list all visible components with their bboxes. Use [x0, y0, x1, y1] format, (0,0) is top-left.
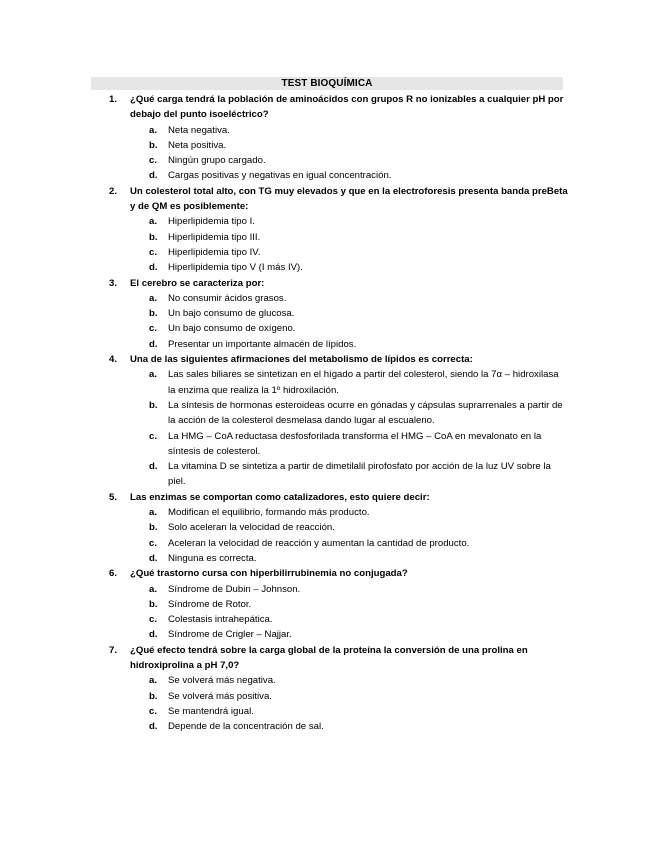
- question-number: 1.: [109, 94, 118, 105]
- option-text: Hiperlipidemia tipo IV.: [168, 246, 261, 258]
- question-text: Una de las siguientes afirmaciones del metabolismo de lípidos es correcta:: [130, 354, 473, 366]
- option-c: [109, 245, 569, 260]
- option-text: La síntesis de hormonas esteroideas ocurre en gónadas y cápsulas suprarrenales a partir de la acción de la colesterol desmelasa dando lugar al escualeno.: [168, 399, 563, 427]
- question-5: [109, 490, 569, 566]
- option-b: [109, 138, 569, 153]
- option-letter: c.: [149, 537, 158, 549]
- option-letter: a.: [149, 583, 158, 595]
- question-text: ¿Qué efecto tendrá sobre la carga global de la proteína la conversión de una prolina en hidroxiprolina a pH 7,0?: [130, 644, 528, 671]
- option-d: [109, 337, 569, 352]
- document-title: TEST BIOQUÍMICA: [91, 77, 563, 90]
- question-stem: [109, 184, 569, 215]
- option-text: Un bajo consumo de oxígeno.: [168, 323, 296, 335]
- option-letter: a.: [149, 216, 158, 228]
- option-letter: a.: [149, 292, 158, 304]
- option-list: [109, 291, 569, 352]
- option-letter: d.: [149, 170, 158, 182]
- question-stem: [109, 352, 569, 367]
- option-b: [109, 689, 569, 704]
- question-list: [109, 92, 569, 734]
- option-text: Un bajo consumo de glucosa.: [168, 308, 295, 320]
- option-letter: d.: [149, 338, 158, 350]
- option-letter: b.: [149, 399, 158, 411]
- option-b: [109, 306, 569, 321]
- question-7: [109, 643, 569, 735]
- option-a: [109, 367, 569, 398]
- option-c: [109, 704, 569, 719]
- option-text: Hiperlipidemia tipo III.: [168, 231, 261, 243]
- option-letter: c.: [149, 246, 158, 258]
- option-list: [109, 582, 569, 643]
- option-letter: d.: [149, 629, 158, 641]
- option-b: [109, 398, 569, 429]
- option-text: Se volverá más positiva.: [168, 690, 272, 702]
- option-text: Hiperlipidemia tipo I.: [168, 216, 255, 228]
- option-letter: d.: [149, 721, 158, 733]
- question-number: 7.: [109, 644, 118, 656]
- question-stem: [109, 276, 569, 291]
- question-2: [109, 184, 569, 276]
- option-letter: c.: [149, 430, 158, 442]
- option-text: Síndrome de Rotor.: [168, 598, 252, 610]
- question-stem: [109, 643, 569, 674]
- option-text: Se mantendrá igual.: [168, 705, 254, 717]
- question-number: 2.: [109, 185, 118, 197]
- option-text: No consumir ácidos grasos.: [168, 292, 287, 304]
- option-letter: a.: [149, 369, 158, 381]
- option-text: La vitamina D se sintetiza a partir de dimetilalil pirofosfato por acción de la luz UV sobre la piel.: [168, 461, 551, 488]
- option-text: Neta negativa.: [168, 124, 230, 136]
- option-text: Depende de la concentración de sal.: [168, 721, 324, 733]
- option-text: La HMG – CoA reductasa desfosforilada transforma el HMG – CoA en mevalonato en la síntesis de colesterol.: [168, 430, 542, 457]
- option-text: Ningún grupo cargado.: [168, 155, 266, 167]
- question-stem: [109, 92, 569, 123]
- question-text: Un colesterol total alto, con TG muy elevados y que en la electroforesis presenta banda preBeta y de QM es posiblemente:: [130, 185, 568, 213]
- question-3: [109, 276, 569, 352]
- option-d: [109, 627, 569, 642]
- option-letter: b.: [149, 598, 158, 610]
- option-list: [109, 214, 569, 275]
- question-6: [109, 566, 569, 642]
- question-1: [109, 92, 569, 184]
- question-number: 6.: [109, 568, 118, 580]
- option-letter: a.: [149, 507, 158, 519]
- option-d: [109, 551, 569, 566]
- option-text: Presentar un importante almacén de lípidos.: [168, 338, 357, 350]
- question-number: 5.: [109, 491, 118, 503]
- option-letter: b.: [149, 690, 158, 702]
- option-c: [109, 536, 569, 551]
- option-b: [109, 597, 569, 612]
- option-b: [109, 230, 569, 245]
- option-a: [109, 582, 569, 597]
- question-text: El cerebro se caracteriza por:: [130, 277, 265, 289]
- option-letter: c.: [149, 155, 158, 167]
- option-d: [109, 168, 569, 183]
- option-letter: c.: [149, 705, 158, 717]
- option-list: [109, 123, 569, 184]
- option-a: [109, 291, 569, 306]
- question-number: 4.: [109, 354, 118, 366]
- option-list: [109, 673, 569, 734]
- option-text: Las sales biliares se sintetizan en el hígado a partir del colesterol, siendo la 7α – hidroxilasa la enzima que realiza la 1º hidroxilación.: [168, 369, 559, 396]
- option-d: [109, 260, 569, 275]
- option-d: [109, 719, 569, 734]
- question-text: Las enzimas se comportan como catalizadores, esto quiere decir:: [130, 491, 430, 503]
- option-text: Hiperlipidemia tipo V (I más IV).: [168, 262, 303, 274]
- option-letter: d.: [149, 552, 158, 564]
- option-letter: b.: [149, 139, 158, 151]
- option-text: Ninguna es correcta.: [168, 552, 257, 564]
- option-a: [109, 214, 569, 229]
- option-list: [109, 505, 569, 566]
- option-letter: b.: [149, 522, 158, 534]
- option-letter: b.: [149, 231, 158, 243]
- option-text: Aceleran la velocidad de reacción y aumentan la cantidad de producto.: [168, 537, 470, 549]
- option-letter: c.: [149, 323, 158, 335]
- option-text: Cargas positivas y negativas en igual concentración.: [168, 170, 392, 182]
- option-d: [109, 459, 569, 490]
- option-a: [109, 123, 569, 138]
- option-text: Se volverá más negativa.: [168, 675, 276, 687]
- option-text: Síndrome de Crigler – Najjar.: [168, 629, 292, 641]
- option-text: Neta positiva.: [168, 139, 227, 151]
- option-list: [109, 367, 569, 489]
- option-a: [109, 505, 569, 520]
- option-letter: c.: [149, 614, 158, 626]
- option-c: [109, 429, 569, 460]
- question-stem: [109, 490, 569, 505]
- option-letter: a.: [149, 124, 158, 136]
- option-b: [109, 520, 569, 535]
- option-letter: d.: [149, 262, 158, 274]
- option-text: Colestasis intrahepática.: [168, 614, 273, 626]
- option-letter: a.: [149, 675, 158, 687]
- option-a: [109, 673, 569, 688]
- option-c: [109, 321, 569, 336]
- question-stem: [109, 566, 569, 581]
- question-text: ¿Qué trastorno cursa con hiperbilirrubinemia no conjugada?: [130, 568, 408, 580]
- option-text: Síndrome de Dubin – Johnson.: [168, 583, 301, 595]
- option-text: Modifican el equilibrio, formando más producto.: [168, 507, 370, 519]
- option-letter: b.: [149, 308, 158, 320]
- option-text: Solo aceleran la velocidad de reacción.: [168, 522, 335, 534]
- question-text: ¿Qué carga tendrá la población de aminoácidos con grupos R no ionizables a cualquier pH por debajo del punto isoeléctrico?: [130, 94, 564, 121]
- option-letter: d.: [149, 461, 158, 473]
- option-c: [109, 153, 569, 168]
- question-number: 3.: [109, 277, 118, 289]
- question-4: [109, 352, 569, 490]
- option-c: [109, 612, 569, 627]
